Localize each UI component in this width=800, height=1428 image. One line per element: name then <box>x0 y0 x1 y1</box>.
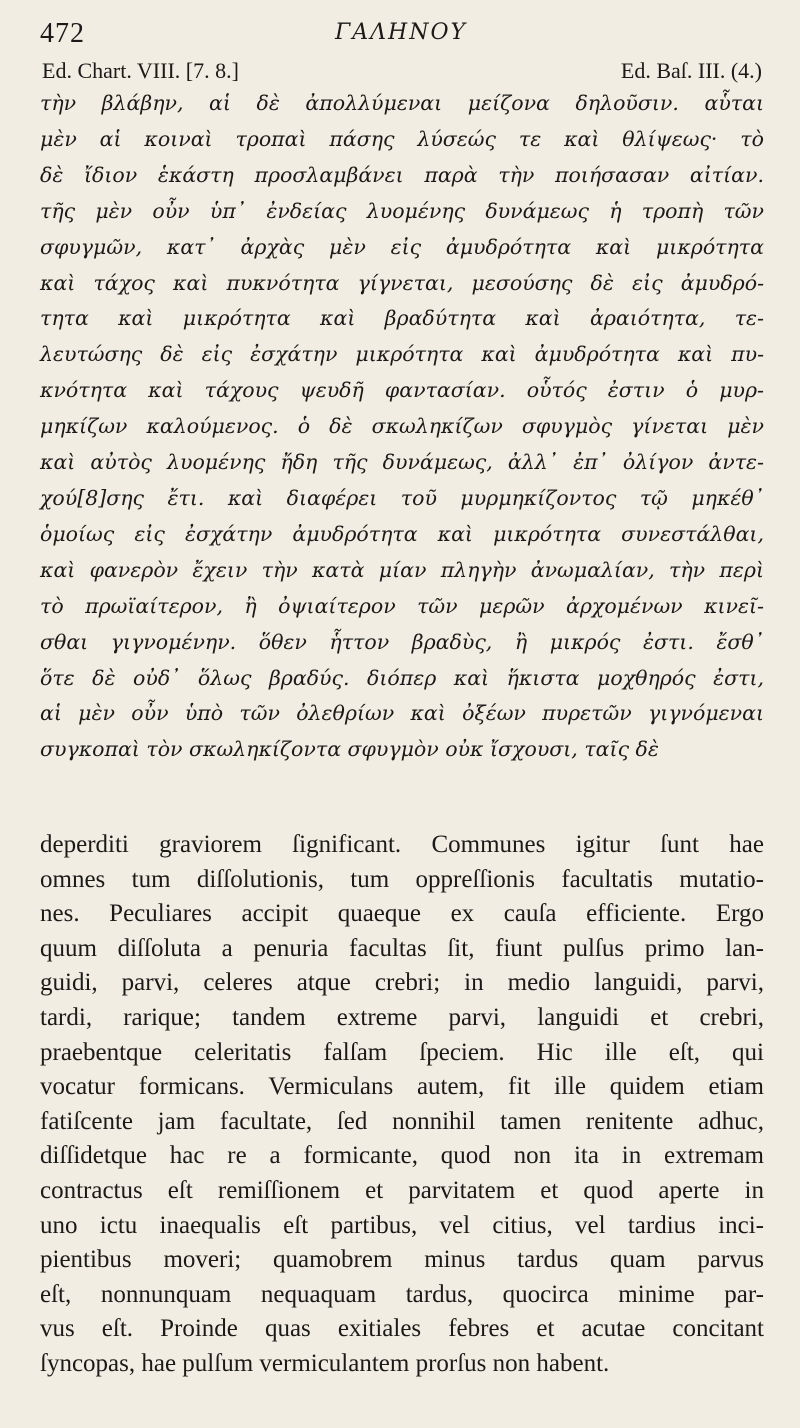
greek-text-line: συγκοπαὶ τὸν σκωληκίζοντα σφυγμὸν οὐκ ἴσχουσι, ταῖς δὲ <box>40 737 659 762</box>
greek-text-line: μηκίζων καλούμενος. ὁ δὲ σκωληκίζων σφυγμὸς γίνεται μὲν <box>40 414 764 439</box>
greek-text-line: αἱ μὲν οὖν ὑπὸ τῶν ὀλεθρίων καὶ ὀξέων πυρετῶν γιγνόμεναι <box>40 701 764 726</box>
latin-text-line: vocatur formicans. Vermiculans autem, fit ille quidem etiam <box>40 1073 764 1101</box>
latin-text-line: deperditi graviorem ſignificant. Communes igitur ſunt hae <box>40 831 764 858</box>
greek-text-line: κνότητα καὶ τάχους ψευδῆ φαντασίαν. οὗτός ἐστιν ὁ μυρ- <box>40 378 764 403</box>
greek-text-line: καὶ τάχος καὶ πυκνότητα γίγνεται, μεσούσης δὲ εἰς ἀμυδρό- <box>40 270 764 295</box>
greek-text-line: τὸ πρωϊαίτερον, ἢ ὀψιαίτερον τῶν μερῶν ἀρχομένων κινεῖ- <box>40 593 764 618</box>
greek-text-line: ὁμοίως εἰς ἐσχάτην ἀμυδρότητα καὶ μικρότητα συνεστάλθαι, <box>40 521 764 546</box>
greek-text-line: δὲ ἴδιον ἑκάστη προσλαμβάνει παρὰ τὴν ποιήσασαν αἰτίαν. <box>40 162 764 187</box>
latin-text-line: uno ictu inaequalis eſt partibus, vel citius, vel tardius inci- <box>40 1211 764 1239</box>
edition-basel-reference: Ed. Baſ. III. (4.) <box>620 58 762 83</box>
greek-text-line: λευτώσης δὲ εἰς ἐσχάτην μικρότητα καὶ ἀμυδρότητα καὶ πυ- <box>40 342 764 367</box>
greek-text-line: ὅτε δὲ οὐδ᾽ ὅλως βραδύς. διόπερ καὶ ἥκιστα μοχθηρός ἐστι, <box>40 665 764 690</box>
latin-text-line: quum diſſoluta a penuria facultas ſit, fiunt pulſus primo lan- <box>40 934 764 962</box>
latin-text-line: omnes tum diſſolutionis, tum oppreſſionis facultatis mutatio- <box>40 865 764 893</box>
edition-chartier-reference: Ed. Chart. VIII. [7. 8.] <box>42 58 239 83</box>
greek-text-line: καὶ αὐτὸς λυομένης ἤδη τῆς δυνάμεως, ἀλλ᾽ ἐπ᾽ ὀλίγον ἀντε- <box>40 450 764 475</box>
latin-text-line: praebentque celeritatis falſam ſpeciem. Hic ille eſt, qui <box>40 1038 764 1066</box>
greek-text-line: τὴν βλάβην, αἱ δὲ ἀπολλύμεναι μείζονα δηλοῦσιν. αὗται <box>40 91 764 115</box>
latin-text-block <box>40 828 764 1382</box>
latin-text-line: nes. Peculiares accipit quaeque ex cauſa efficiente. Ergo <box>40 900 764 928</box>
running-head <box>40 14 762 50</box>
greek-text-line: τῆς μὲν οὖν ὑπ᾽ ἐνδείας λυομένης δυνάμεως ἡ τροπὴ τῶν <box>40 198 764 223</box>
latin-text-line: vus eſt. Proinde quas exitiales febres et acutae concitant <box>40 1315 764 1343</box>
latin-text-line: tardi, rarique; tandem extreme parvi, languidi et crebri, <box>40 1003 764 1031</box>
latin-text-line: diſſidetque hac re a formicante, quod non ita in extremam <box>40 1142 764 1170</box>
latin-text-line: fatiſcente jam facultate, ſed nonnihil tamen renitente adhuc, <box>40 1107 764 1135</box>
greek-text-line: σφυγμῶν, κατ᾽ ἀρχὰς μὲν εἰς ἀμυδρότητα καὶ μικρότητα <box>40 234 764 259</box>
latin-text-line: eſt, nonnunquam nequaquam tardus, quocirca minime par- <box>40 1280 764 1308</box>
latin-text-line: contractus eſt remiſſionem et parvitatem et quod aperte in <box>40 1176 764 1204</box>
latin-text-line: guidi, parvi, celeres atque crebri; in medio languidi, parvi, <box>40 969 764 997</box>
greek-text-line: μὲν αἱ κοιναὶ τροπαὶ πάσης λύσεώς τε καὶ θλίψεως· τὸ <box>40 126 764 151</box>
latin-text-line: ſyncopas, hae pulſum vermiculantem prorſus non habent. <box>40 1349 610 1377</box>
greek-text-block <box>40 86 764 768</box>
greek-text-line: σθαι γιγνομένην. ὅθεν ἧττον βραδὺς, ἢ μικρός ἐστι. ἔσθ᾽ <box>40 629 764 654</box>
edition-reference-line <box>42 58 762 88</box>
running-title: ΓΑΛΗΝΟΥ <box>334 20 468 45</box>
greek-text-line: τητα καὶ μικρότητα καὶ βραδύτητα καὶ ἀραιότητα, τε- <box>40 306 764 331</box>
latin-text-line: pientibus moveri; quamobrem minus tardus quam parvus <box>40 1246 764 1274</box>
page-number: 472 <box>40 18 85 49</box>
greek-text-line: χού[8]σης ἔτι. καὶ διαφέρει τοῦ μυρμηκίζοντος τῷ μηκέθ᾽ <box>40 485 764 510</box>
greek-text-line: καὶ φανερὸν ἔχειν τὴν κατὰ μίαν πληγὴν ἀνωμαλίαν, τὴν περὶ <box>40 557 764 582</box>
